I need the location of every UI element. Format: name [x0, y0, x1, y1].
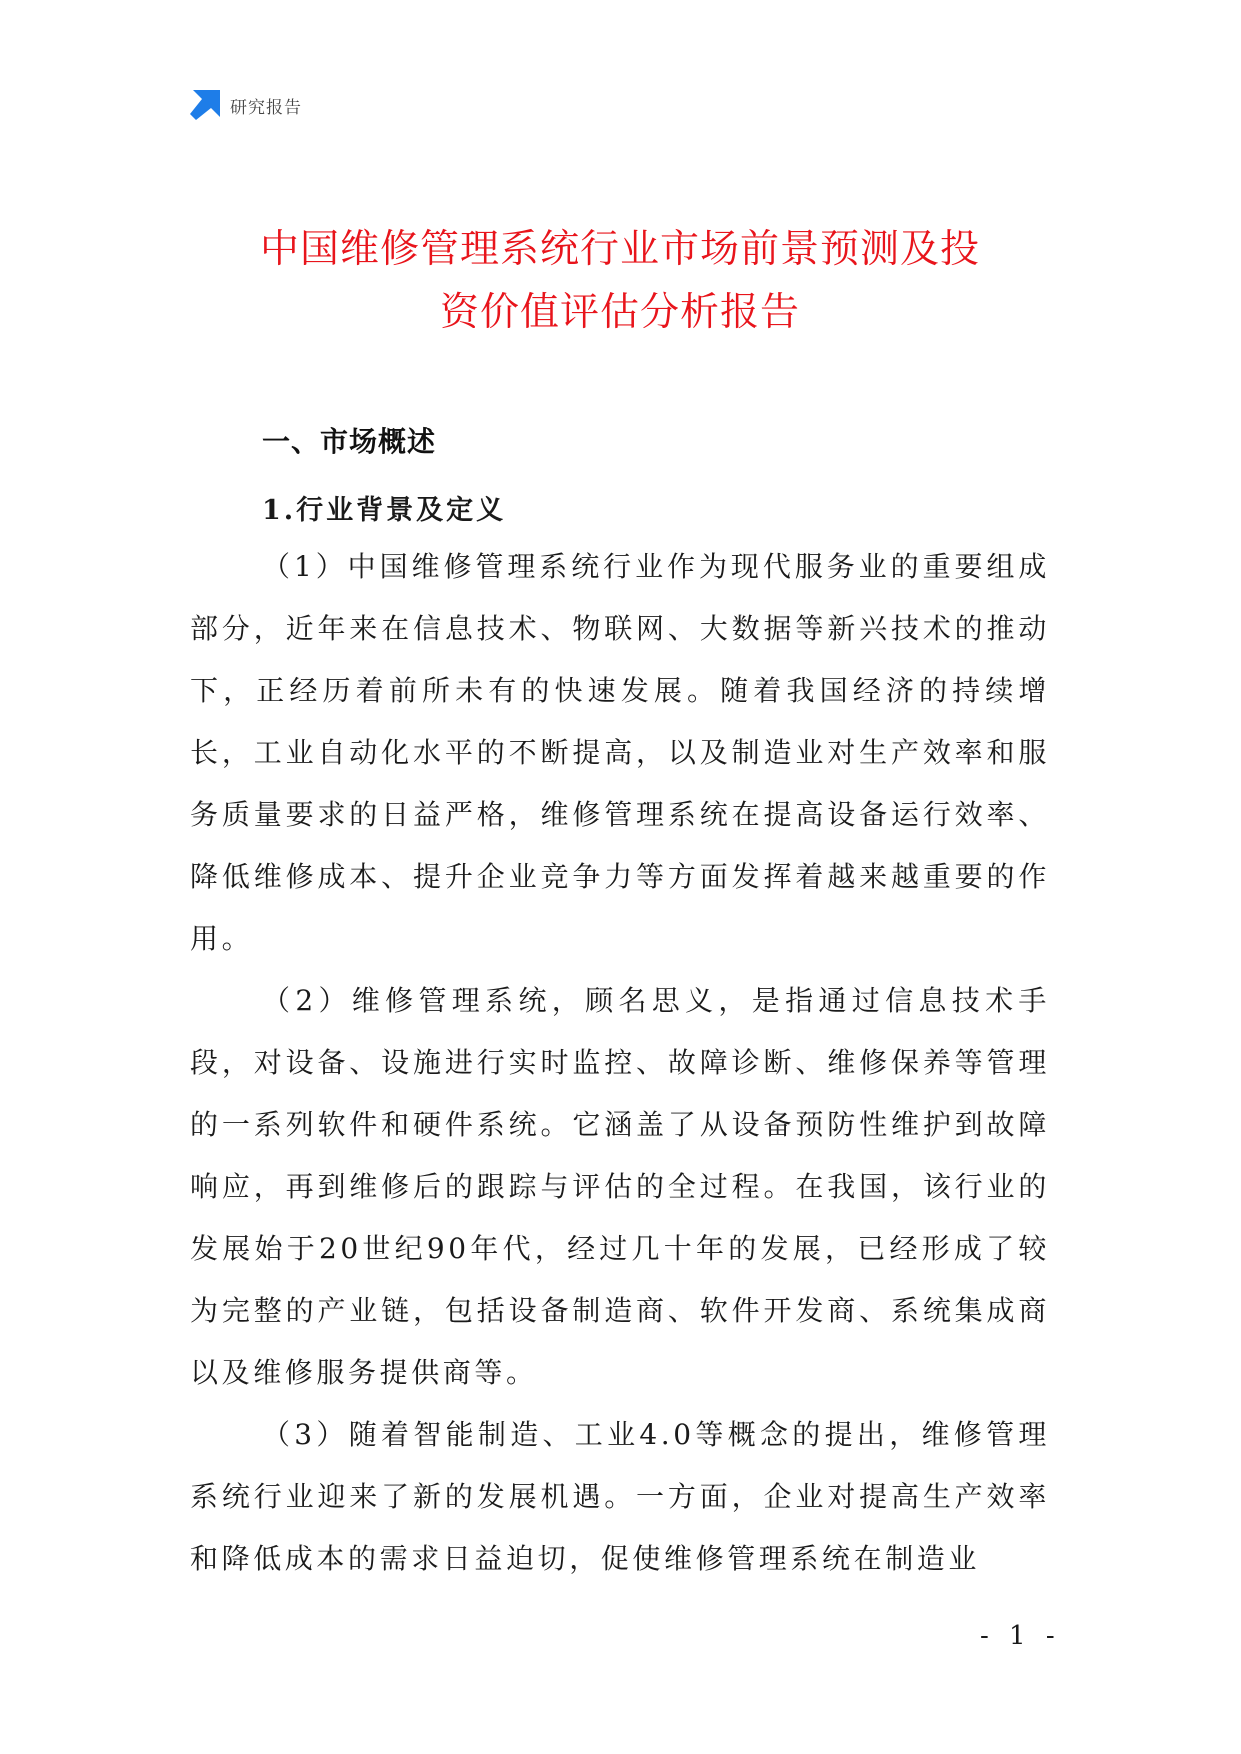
paragraph-3: （3）随着智能制造、工业4.0等概念的提出，维修管理系统行业迎来了新的发展机遇。一方面，企业对提高生产效率和降低成本的需求日益迫切，促使维修管理系统在制造业 — [190, 1418, 1050, 1575]
report-title — [190, 218, 1050, 344]
report-header — [190, 88, 302, 122]
body-text — [190, 536, 1050, 1590]
report-title-line-1: 中国维修管理系统行业市场前景预测及投 — [259, 227, 980, 272]
subsection-heading: 1.行业背景及定义 — [262, 495, 507, 526]
header-label: 研究报告 — [230, 97, 302, 118]
arrow-up-right-icon — [190, 90, 220, 120]
page-number: - 1 - — [980, 1621, 1061, 1651]
report-title-line-2: 资价值评估分析报告 — [439, 290, 800, 335]
paragraph-2: （2）维修管理系统，顾名思义，是指通过信息技术手段，对设备、设施进行实时监控、故障诊断、维修保养等管理的一系列软件和硬件系统。它涵盖了从设备预防性维护到故障响应，再到维修后的跟踪与评估的全过程。在我国，该行业的发展始于20世纪90年代，经过几十年的发展，已经形成了较为完整的产业链，包括设备制造商、软件开发商、系统集成商以及维修服务提供商等。 — [190, 984, 1050, 1389]
section-heading: 一、市场概述 — [262, 425, 437, 458]
paragraph-1: （1）中国维修管理系统行业作为现代服务业的重要组成部分，近年来在信息技术、物联网、大数据等新兴技术的推动下，正经历着前所未有的快速发展。随着我国经济的持续增长，工业自动化水平的不断提高，以及制造业对生产效率和服务质量要求的日益严格，维修管理系统在提高设备运行效率、降低维修成本、提升企业竞争力等方面发挥着越来越重要的作用。 — [190, 550, 1050, 955]
